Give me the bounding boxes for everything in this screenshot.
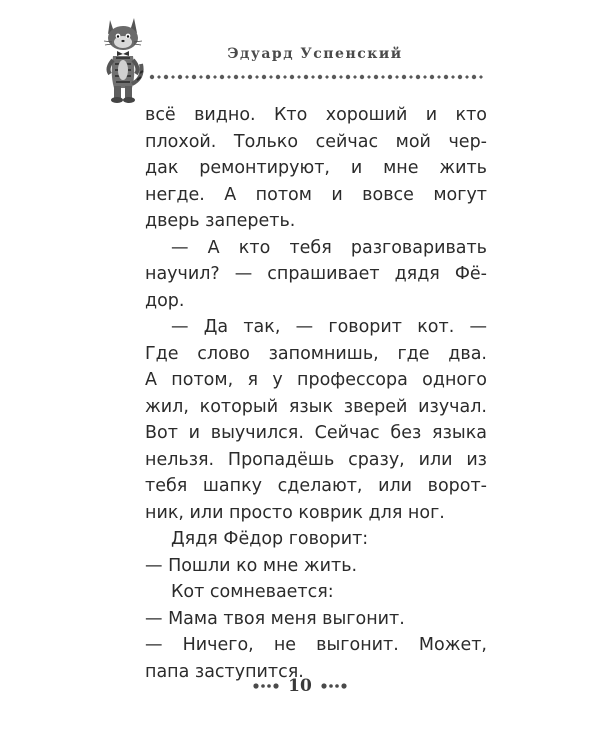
- page-number: 10: [288, 676, 312, 696]
- text-line: Дядя Фёдор говорит:: [171, 529, 369, 549]
- text-line: дверь запереть.: [145, 211, 296, 231]
- page-folio: [240, 674, 360, 698]
- text-line: — Да так, — говорит кот. —: [171, 317, 487, 337]
- ornament-rule: [148, 72, 488, 82]
- text-line: — Ничего, не выгонит. Может,: [145, 635, 487, 655]
- text-line: тебя шапку сделают, или ворот-: [145, 476, 487, 496]
- text-line: плохой. Только сейчас мой чер-: [145, 131, 487, 152]
- text-line: нельзя. Пропадёшь сразу, или из: [145, 449, 487, 470]
- text-line: — А кто тебя разговаривать: [171, 237, 487, 258]
- text-line: ник, или просто коврик для ног.: [145, 502, 445, 523]
- cat-illustration: [100, 14, 146, 106]
- text-line: — Мама твоя меня выгонит.: [145, 608, 405, 629]
- text-line: дор.: [145, 290, 185, 311]
- text-line: А потом, я у профессора одного: [145, 370, 487, 390]
- text-line: жил, который язык зверей изучал.: [145, 396, 487, 417]
- folio-dots-right: [318, 681, 348, 691]
- text-line: Где слово запомнишь, где два.: [145, 343, 487, 364]
- text-line: Кот сомневается:: [171, 582, 334, 602]
- page-text: [145, 102, 487, 685]
- text-line: всё видно. Кто хороший и кто: [145, 105, 487, 125]
- text-line: научил? — спрашивает дядя Фё-: [145, 264, 487, 284]
- text-line: дак ремонтируют, и мне жить: [145, 158, 487, 178]
- text-line: — Пошли ко мне жить.: [145, 555, 358, 576]
- text-line: негде. А потом и вовсе могут: [145, 184, 487, 205]
- text-line: Вот и выучился. Сейчас без языка: [145, 423, 487, 443]
- running-head-author: Эдуард Успенский: [227, 46, 403, 62]
- text-line: папа заступится.: [145, 661, 304, 682]
- folio-dots-left: [252, 681, 282, 691]
